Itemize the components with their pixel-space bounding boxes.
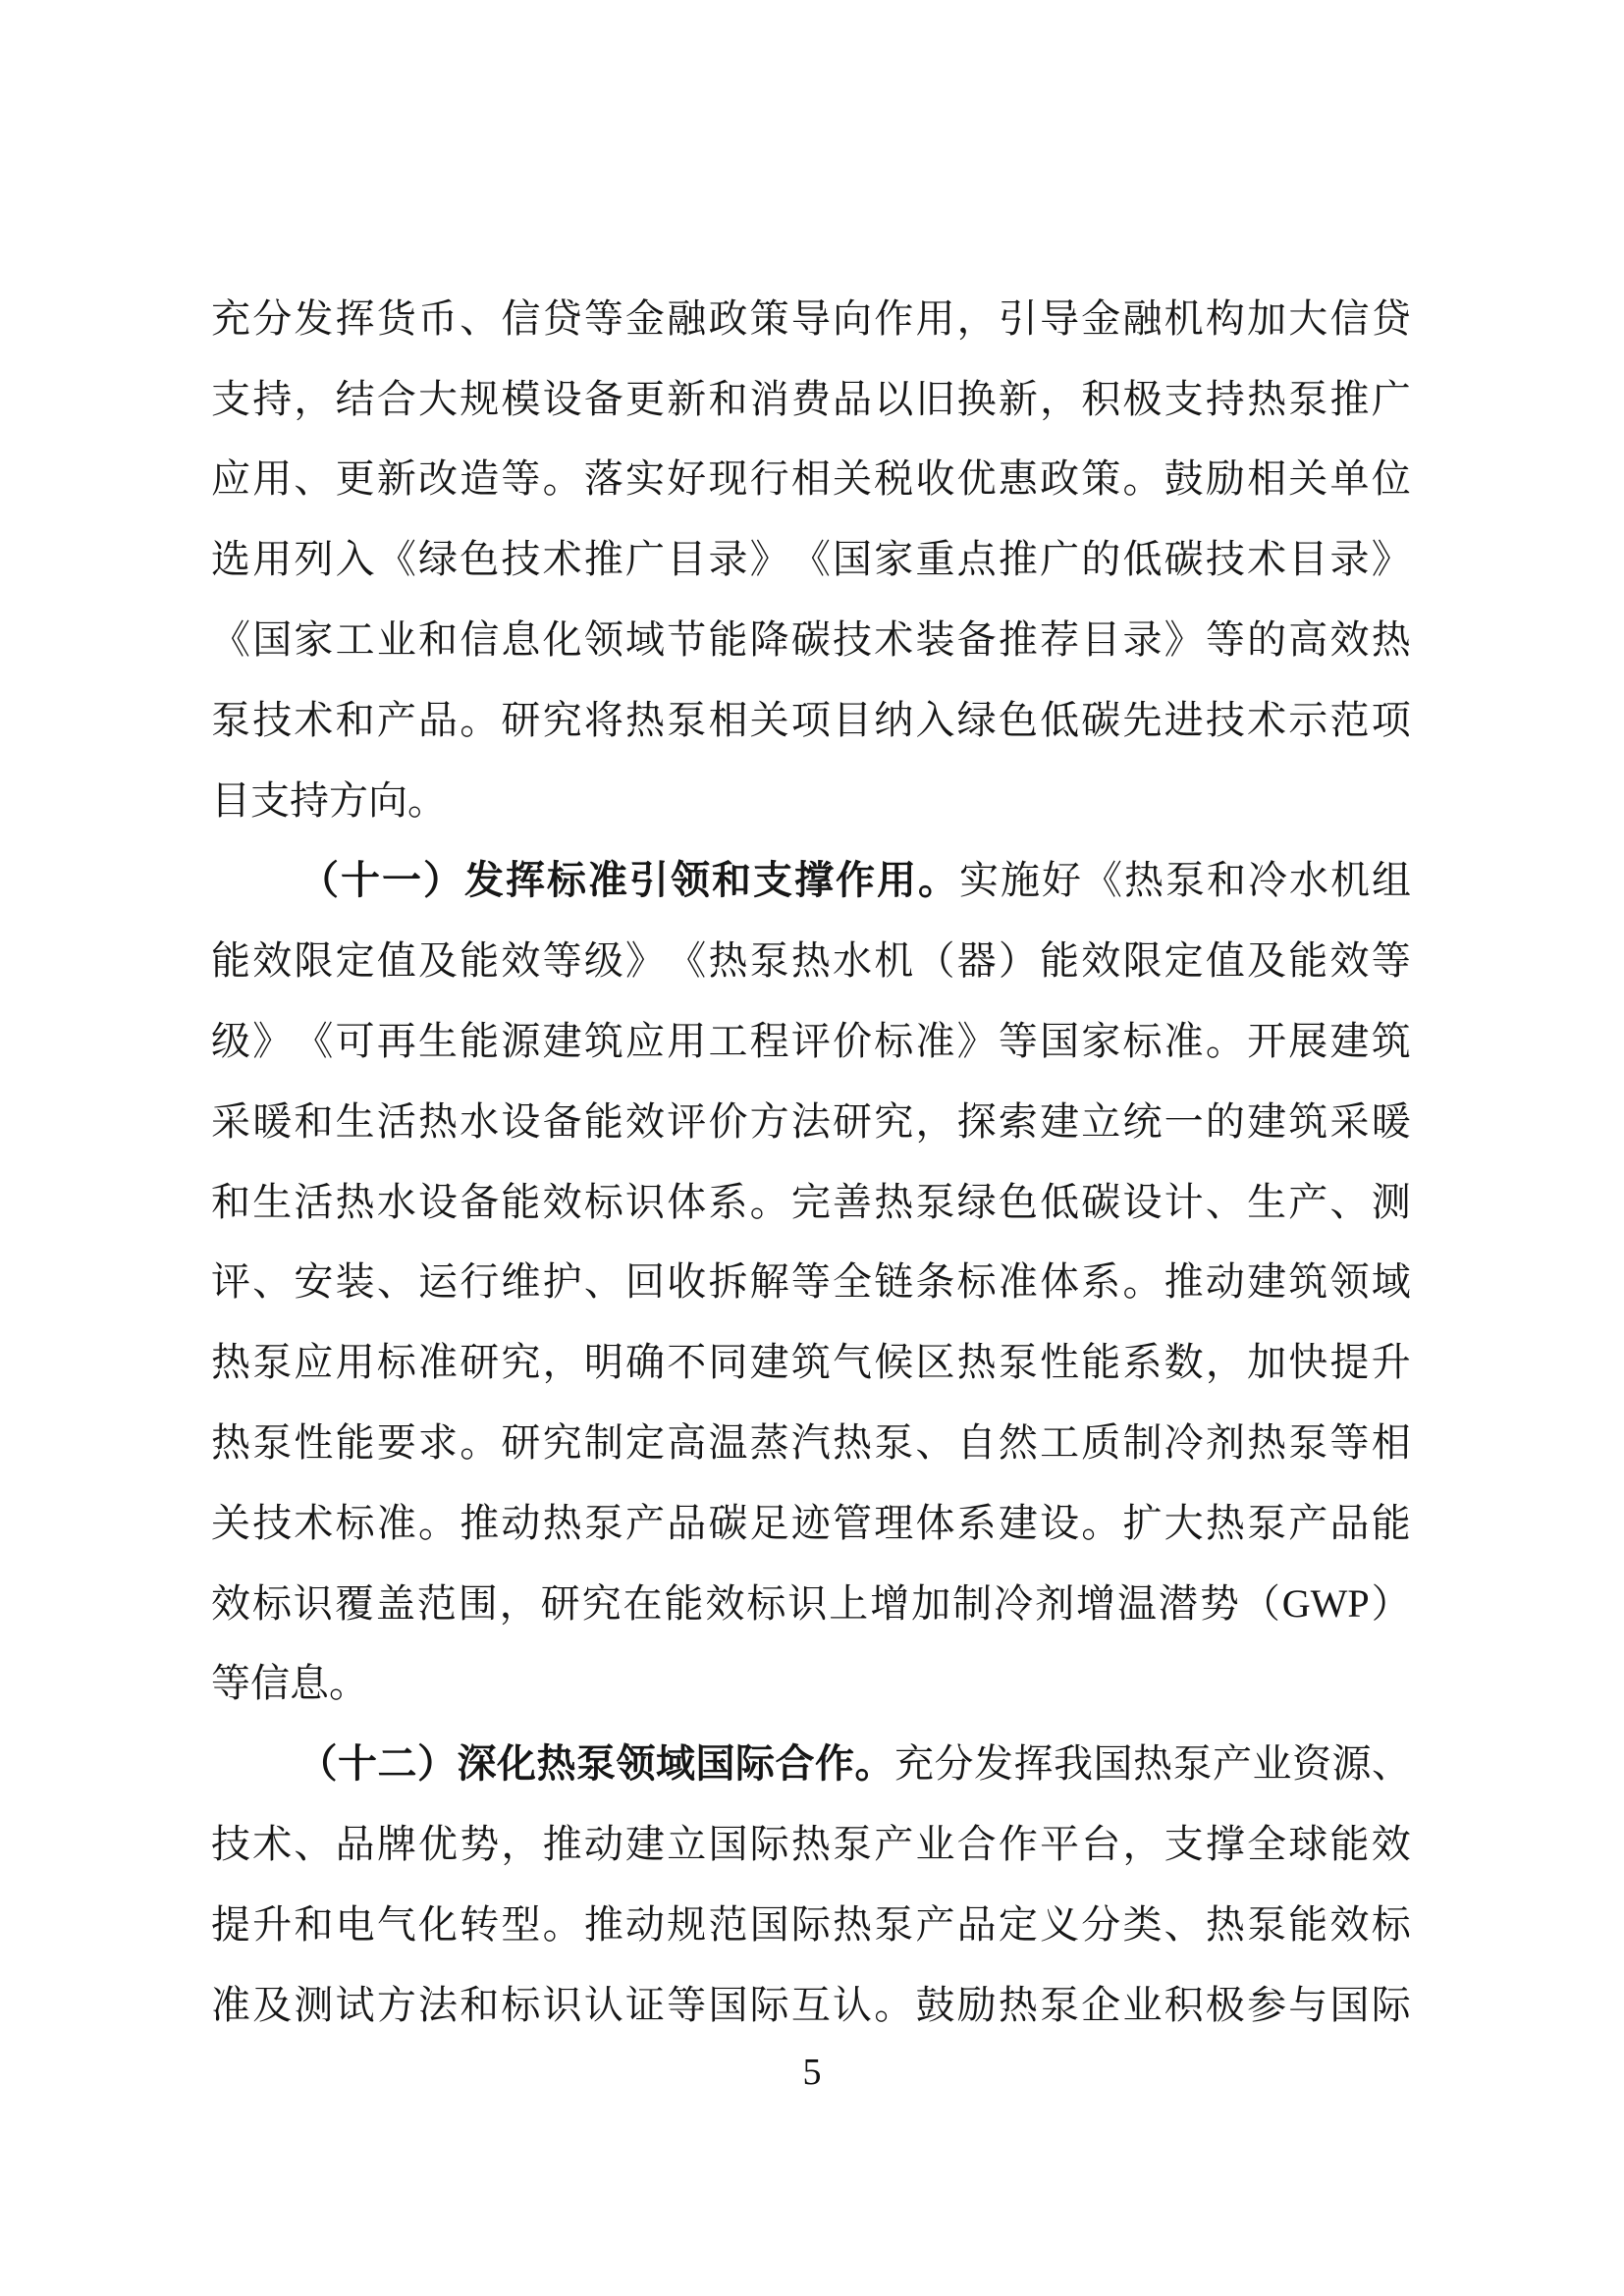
- text-line: 支 持 ， 结 合 大 规 模 设 备 更 新 和 消 费 品 以 旧 换 新 ， 积 极 支 持 热 泵 推 广: [211, 376, 1411, 421]
- text-line: 泵 技 术 和 产 品 。 研 究 将 热 泵 相 关 项 目 纳 入 绿 色 低 碳 先 进 技 术 示 范 项: [211, 697, 1411, 742]
- text-line: 准 及 测 试 方 法 和 标 识 认 证 等 国 际 互 认 。 鼓 励 热 泵 企 业 积 极 参 与 国 际: [211, 1982, 1411, 2027]
- text-line: 选 用 列 入 《 绿 色 技 术 推 广 目 录 》 《 国 家 重 点 推 广 的 低 碳 技 术 目 录 》: [211, 537, 1411, 582]
- text-line: 热 泵 应 用 标 准 研 究 ， 明 确 不 同 建 筑 气 候 区 热 泵 性 能 系 数 ， 加 快 提 升: [211, 1340, 1411, 1385]
- text-line: 《 国 家 工 业 和 信 息 化 领 域 节 能 降 碳 技 术 装 备 推 荐 目 录 》 等 的 高 效 热: [211, 617, 1411, 663]
- text-block: [211, 279, 1411, 2046]
- text-line: 充 分 发 挥 货 币 、 信 贷 等 金 融 政 策 导 向 作 用 ， 引 导 金 融 机 构 加 大 信 贷: [211, 295, 1411, 341]
- text-line: 效 标 识 覆 盖 范 围 ， 研 究 在 能 效 标 识 上 增 加 制 冷 剂 增 温 潜 势 （ GWP ）: [211, 1580, 1411, 1626]
- text-line: 采 暖 和 生 活 热 水 设 备 能 效 评 价 方 法 研 究 ， 探 索 建 立 统 一 的 建 筑 采 暖: [211, 1098, 1411, 1144]
- text-line: 等 信 息 。: [211, 1661, 368, 1706]
- text-line: 关 技 术 标 准 。 推 动 热 泵 产 品 碳 足 迹 管 理 体 系 建 设 。 扩 大 热 泵 产 品 能: [211, 1500, 1411, 1545]
- text-line: （ 十 一 ） 发 挥 标 准 引 领 和 支 撑 作 用 。 实 施 好 《 热 泵 和 冷 水 机 组: [299, 858, 1411, 903]
- text-line: 目 支 持 方 向 。: [211, 777, 447, 823]
- text-line: 提 升 和 电 气 化 转 型 。 推 动 规 范 国 际 热 泵 产 品 定 义 分 类 、 热 泵 能 效 标: [211, 1901, 1411, 1947]
- text-line: 评 、 安 装 、 运 行 维 护 、 回 收 拆 解 等 全 链 条 标 准 体 系 。 推 动 建 筑 领 域: [211, 1259, 1411, 1305]
- text-line: 和 生 活 热 水 设 备 能 效 标 识 体 系 。 完 善 热 泵 绿 色 低 碳 设 计 、 生 产 、 测: [211, 1179, 1411, 1224]
- text-line: 能 效 限 定 值 及 能 效 等 级 》 《 热 泵 热 水 机 （ 器 ） 能 效 限 定 值 及 能 效 等: [211, 938, 1411, 984]
- text-line: 级 》 《 可 再 生 能 源 建 筑 应 用 工 程 评 价 标 准 》 等 国 家 标 准 。 开 展 建 筑: [211, 1019, 1411, 1064]
- text-line: 技 术 、 品 牌 优 势 ， 推 动 建 立 国 际 热 泵 产 业 合 作 平 台 ， 支 撑 全 球 能 效: [211, 1822, 1411, 1867]
- text-line: 应 用 、 更 新 改 造 等 。 落 实 好 现 行 相 关 税 收 优 惠 政 策 。 鼓 励 相 关 单 位: [211, 456, 1411, 502]
- page-number: 5: [802, 2052, 822, 2093]
- text-line: 热 泵 性 能 要 求 。 研 究 制 定 高 温 蒸 汽 热 泵 、 自 然 工 质 制 冷 剂 热 泵 等 相: [211, 1420, 1411, 1466]
- text-line: （ 十 二 ） 深 化 热 泵 领 域 国 际 合 作 。 充 分 发 挥 我 国 热 泵 产 业 资 源 、: [298, 1741, 1411, 1787]
